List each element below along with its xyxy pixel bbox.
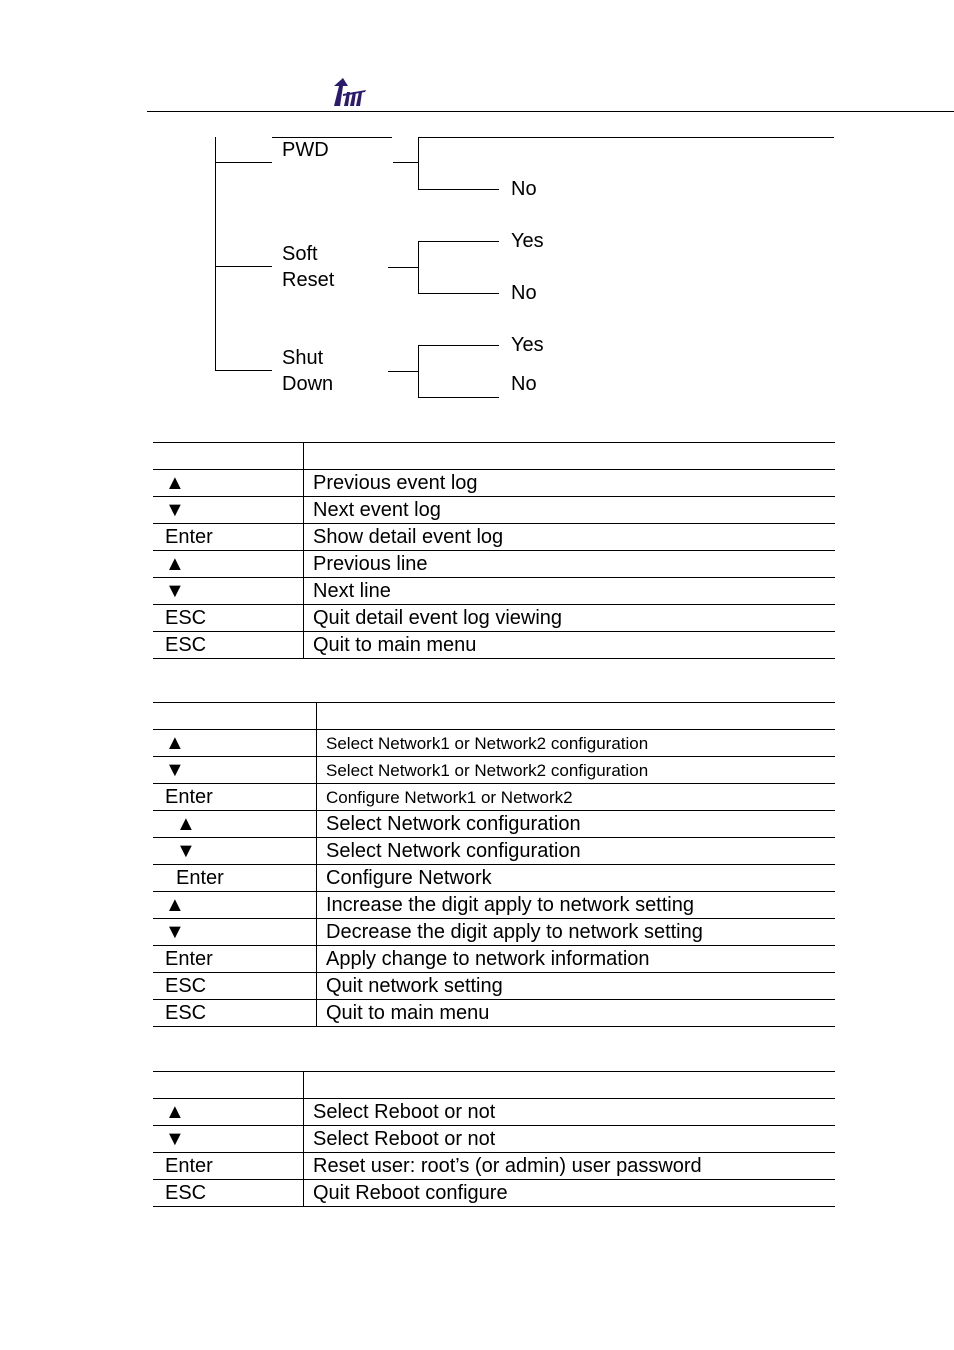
key-cell: ▲ [165,472,185,494]
node-shut-down-label-line1: Shut [282,347,324,369]
table-header-row [153,702,835,730]
node-soft-reset-label-line2: Reset [282,269,335,291]
desc-cell: Next line [313,580,391,602]
key-cell: ▲ [176,813,196,835]
shut-down-option-line-yes [418,345,499,346]
key-cell: Enter [165,1155,213,1177]
desc-cell: Quit detail event log viewing [313,607,563,629]
pwd-top-rule [418,137,834,138]
table-row [153,865,835,892]
soft-reset-option-line-no [418,293,499,294]
desc-cell: Quit to main menu [313,634,477,656]
table-row [153,1000,835,1027]
desc-cell: Select Reboot or not [313,1128,496,1150]
table-row [153,578,835,605]
key-cell: ▲ [165,553,185,575]
key-cell: Enter [165,786,213,808]
desc-cell: Select Network configuration [326,813,581,835]
table-row [153,811,835,838]
table-row [153,1180,835,1207]
table-row [153,757,835,784]
table-row [153,973,835,1000]
event-log-key-table [153,442,835,659]
shut-down-option-line-no [418,397,499,398]
reboot-key-table [153,1071,835,1207]
desc-cell: Configure Network [326,867,492,889]
shut-down-option-yes: Yes [511,334,544,356]
desc-cell: Next event log [313,499,441,521]
desc-cell: Select Reboot or not [313,1101,496,1123]
soft-reset-connector [388,267,418,268]
key-cell: ESC [165,1182,207,1204]
key-cell: ESC [165,975,207,997]
node-shut-down-label-line2: Down [282,373,334,395]
table-row [153,605,835,632]
soft-reset-option-line-yes [418,241,499,242]
desc-cell: Previous line [313,553,428,575]
pwd-option-line-no [418,189,499,190]
key-cell: ▼ [165,921,185,943]
key-cell: ▼ [165,580,185,602]
shut-down-option-no: No [511,373,537,395]
desc-cell: Select Network1 or Network2 configuration [326,734,649,753]
table-row [153,1153,835,1180]
node-pwd-label: PWD [282,139,329,161]
table-row [153,784,835,811]
table-row [153,892,835,919]
desc-cell: Quit network setting [326,975,503,997]
table-row [153,1126,835,1153]
key-cell: ▼ [165,499,185,521]
key-cell: ▼ [165,1128,185,1150]
table-row [153,497,835,524]
company-logo [330,76,370,108]
key-cell: ▲ [165,894,185,916]
branch-shut-down [215,370,272,371]
key-cell: Enter [176,867,224,889]
soft-reset-option-yes: Yes [511,230,544,252]
key-cell: ▲ [165,1101,185,1123]
key-cell: ESC [165,1002,207,1024]
table-row [153,946,835,973]
key-cell: Enter [165,948,213,970]
desc-cell: Apply change to network information [326,948,650,970]
key-cell: ▲ [165,732,185,754]
table-row [153,919,835,946]
key-cell: ▼ [176,840,196,862]
table-header-row [153,442,835,470]
desc-cell: Decrease the digit apply to network setting [326,921,703,943]
pwd-connector [393,162,418,163]
pwd-option-no: No [511,178,537,200]
table-row [153,470,835,497]
desc-cell: Show detail event log [313,526,504,548]
table-header-row [153,1071,835,1099]
table-row [153,551,835,578]
table-row [153,1099,835,1126]
soft-reset-option-no: No [511,282,537,304]
network-key-table [153,702,835,1027]
header-desc [303,1072,313,1098]
desc-cell: Previous event log [313,472,478,494]
desc-cell: Reset user: root’s (or admin) user password [313,1155,702,1177]
tree-trunk [215,137,216,371]
header-desc [303,443,313,469]
desc-cell: Configure Network1 or Network2 [326,788,573,807]
table-row [153,524,835,551]
key-cell: ESC [165,634,207,656]
shut-down-bracket [418,345,419,397]
desc-cell: Quit Reboot configure [313,1182,508,1204]
branch-soft-reset [215,266,272,267]
desc-cell: Select Network1 or Network2 configuration [326,761,649,780]
pwd-bracket [418,137,419,189]
soft-reset-bracket [418,241,419,293]
desc-cell: Increase the digit apply to network setting [326,894,694,916]
shut-down-connector [388,371,418,372]
table-row [153,730,835,757]
key-cell: Enter [165,526,213,548]
table-row [153,838,835,865]
key-cell: ▼ [165,759,185,781]
node-soft-reset-label-line1: Soft [282,243,318,265]
desc-cell: Select Network configuration [326,840,581,862]
header-rule [147,111,954,112]
table-row [153,632,835,659]
branch-pwd [215,162,272,163]
desc-cell: Quit to main menu [326,1002,490,1024]
key-cell: ESC [165,607,207,629]
header-desc [316,703,326,729]
